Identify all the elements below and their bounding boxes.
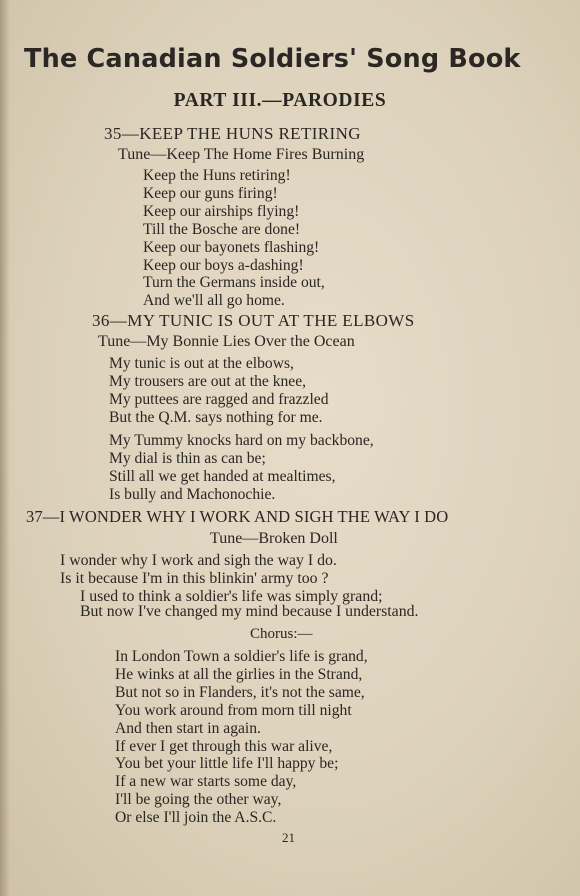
lyric-line: My dial is thin as can be; [109, 449, 266, 467]
song-35-heading: 35—KEEP THE HUNS RETIRING [104, 124, 361, 143]
lyric-line: Keep our airships flying! [143, 202, 300, 220]
lyric-line: Keep our guns firing! [143, 184, 278, 202]
lyric-line: But the Q.M. says nothing for me. [109, 408, 323, 426]
lyric-line: Till the Bosche are done! [143, 220, 301, 238]
lyric-line: Still all we get handed at mealtimes, [109, 467, 336, 485]
lyric-line: And then start in again. [115, 719, 261, 737]
lyric-line: My puttees are ragged and frazzled [109, 390, 329, 408]
lyric-line: I'll be going the other way, [115, 791, 282, 809]
song-37-verse-line-2: Is it because I'm in this blinkin' army too ? [60, 570, 329, 587]
lyric-line: But not so in Flanders, it's not the same, [115, 683, 365, 701]
chorus-label: Chorus:— [250, 626, 313, 642]
lyric-line: My tunic is out at the elbows, [109, 355, 294, 372]
lyric-line: Keep our bayonets flashing! [143, 238, 320, 256]
lyric-line: Keep our boys a-dashing! [143, 256, 304, 274]
book-title: The Canadian Soldiers' Song Book [24, 44, 521, 74]
song-36-stanza-2 [109, 432, 374, 504]
song-37-verse-line-4: But now I've changed my mind because I understand. [80, 603, 419, 620]
page-number: 21 [282, 830, 295, 845]
part-heading: PART III.—PARODIES [173, 90, 387, 111]
song-35-tune: Tune—Keep The Home Fires Burning [118, 146, 365, 163]
lyric-line: If ever I get through this war alive, [115, 737, 333, 755]
lyric-line: In London Town a soldier's life is grand, [115, 648, 368, 665]
lyric-line: Turn the Germans inside out, [143, 274, 325, 292]
lyric-line: My trousers are out at the knee, [109, 372, 307, 390]
lyric-line: Keep the Huns retiring! [143, 167, 291, 184]
song-36-stanza-1 [109, 355, 329, 427]
lyric-line: You work around from morn till night [115, 701, 352, 719]
page-spine-shadow [0, 0, 10, 896]
lyric-line: Is bully and Machonochie. [109, 485, 276, 503]
song-35-lyrics [143, 167, 325, 310]
lyric-line: You bet your little life I'll happy be; [115, 755, 339, 773]
song-36-heading: 36—MY TUNIC IS OUT AT THE ELBOWS [92, 311, 415, 330]
lyric-line: Or else I'll join the A.S.C. [115, 809, 277, 827]
song-37-verse-line-3: I used to think a soldier's life was simply grand; [80, 588, 383, 605]
lyric-line: My Tummy knocks hard on my backbone, [109, 432, 374, 449]
song-37-verse-line-1: I wonder why I work and sigh the way I do. [60, 552, 337, 569]
lyric-line: If a new war starts some day, [115, 773, 297, 791]
song-37-chorus [115, 648, 368, 827]
lyric-line: And we'll all go home. [143, 292, 285, 310]
song-37-heading: 37—I WONDER WHY I WORK AND SIGH THE WAY I DO [26, 507, 449, 526]
song-37-tune: Tune—Broken Doll [210, 530, 338, 547]
song-36-tune: Tune—My Bonnie Lies Over the Ocean [98, 333, 355, 350]
lyric-line: He winks at all the girlies in the Strand, [115, 665, 363, 683]
